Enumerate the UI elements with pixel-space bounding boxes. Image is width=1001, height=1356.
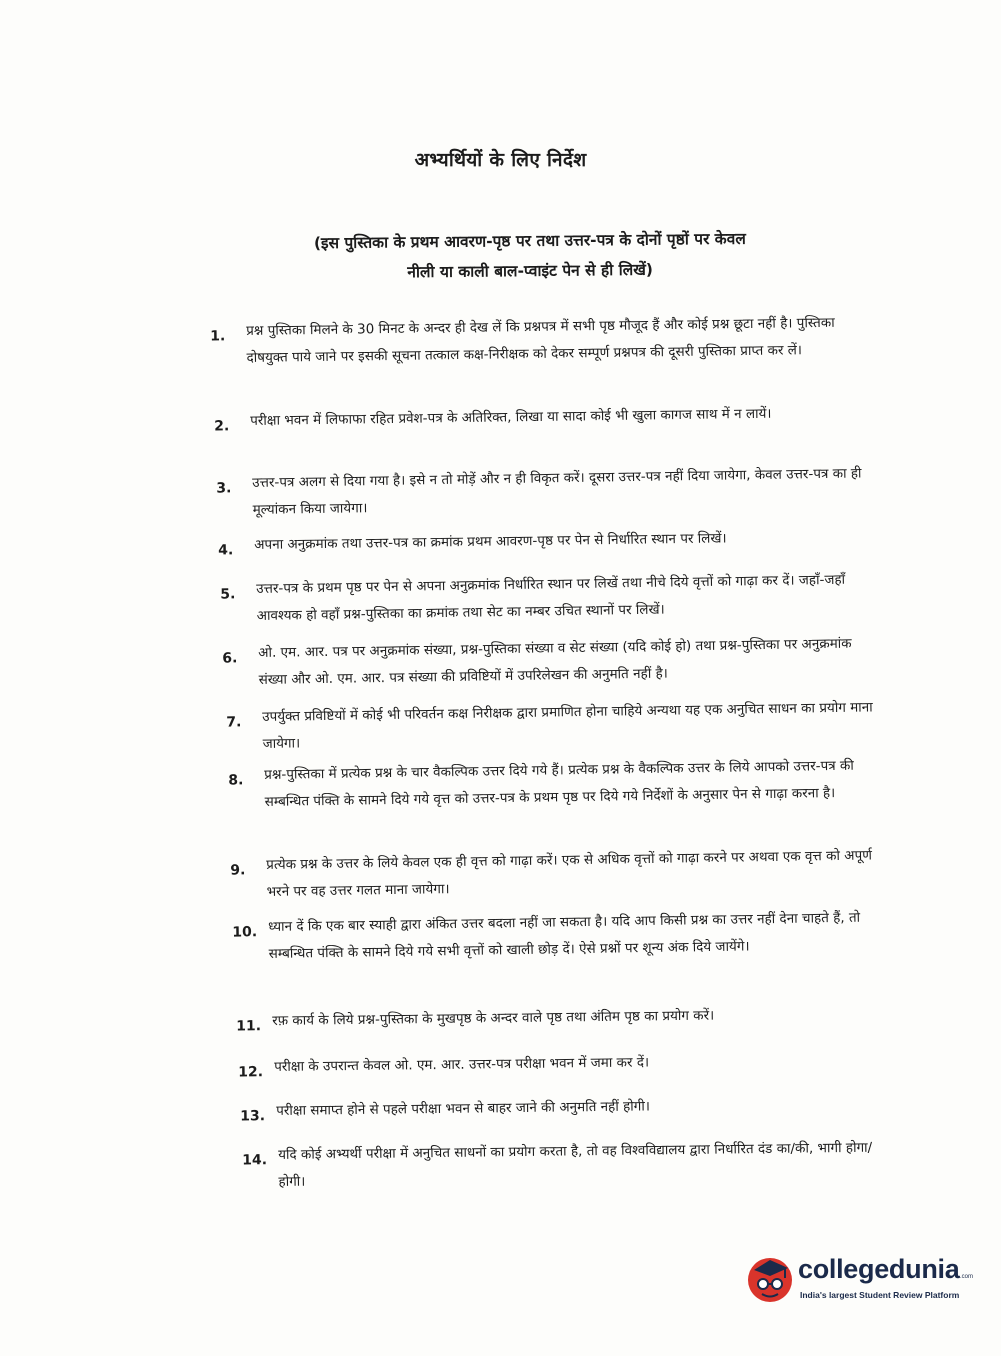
brand-name: collegedunia [798, 1254, 960, 1284]
instruction-item-3 [216, 460, 875, 524]
instruction-text: परीक्षा भवन में लिफाफा रहित प्रवेश-पत्र के अतिरिक्त, लिखा या सादा कोई भी खुला कागज साथ में न लायें। [250, 405, 772, 429]
instruction-item-11 [236, 1001, 884, 1035]
instruction-text: प्रश्न-पुस्तिका में प्रत्येक प्रश्न के चार वैकल्पिक उत्तर दिये गये हैं। प्रत्येक प्रश्न के वैकल्पिक उत्तर के लिये आपको उत्तर-पत्र की सम्बन्धित पंक्ति के सामने दिये गये वृत्त को उत्तर-पत्र के प्रथम पृष्ठ पर दिये गये निर्देशों के अनुसार पेन से गाढ़ा करना है। [264, 757, 854, 810]
instruction-number: 12. [238, 1064, 264, 1081]
instruction-item-9 [230, 842, 883, 906]
subtitle-line-2: नीली या काली बाल-प्वाइंट पेन से ही लिखें) [407, 260, 654, 282]
subtitle-line-1: (इस पुस्तिका के प्रथम आवरण-पृष्ठ पर तथा उत्तर-पत्र के दोनों पृष्ठों पर केवल [313, 229, 746, 253]
instruction-item-4 [218, 523, 874, 559]
instruction-number: 13. [240, 1108, 266, 1125]
instruction-number: 3. [216, 480, 232, 497]
subtitle [250, 223, 811, 289]
instruction-number: 11. [236, 1018, 262, 1035]
instruction-text: परीक्षा समाप्त होने से पहले परीक्षा भवन से बाहर जाने की अनुमति नहीं होगी। [276, 1098, 651, 1119]
instruction-item-12 [238, 1047, 884, 1081]
instruction-item-6 [222, 630, 877, 694]
collegedunia-logo-icon [744, 1252, 796, 1304]
instruction-item-5 [220, 566, 877, 630]
instruction-item-13 [240, 1091, 886, 1125]
instruction-number: 2. [214, 418, 230, 435]
instruction-number: 1. [210, 328, 226, 345]
instruction-item-7 [226, 694, 879, 758]
instruction-text: उपर्युक्त प्रविष्टियों में कोई भी परिवर्तन कक्ष निरीक्षक द्वारा प्रमाणित होना चाहिये अन्यथा यह एक अनुचित साधन का प्रयोग माना जायेगा। [262, 699, 873, 752]
instruction-text: ओ. एम. आर. पत्र पर अनुक्रमांक संख्या, प्रश्न-पुस्तिका संख्या व सेट संख्या (यदि कोई हो) तथा प्रश्न-पुस्तिका पर अनुक्रमांक संख्या और ओ. एम. आर. पत्र संख्या की प्रविष्टियों में उपरिलेखन की अनुमति नहीं है। [258, 635, 852, 688]
brand-tagline: India's largest Student Review Platform [800, 1290, 960, 1300]
instruction-number: 10. [232, 924, 258, 941]
instruction-item-1 [210, 309, 872, 372]
instruction-number: 7. [226, 714, 242, 731]
instruction-number: 5. [220, 586, 236, 603]
instruction-item-2 [214, 399, 872, 435]
collegedunia-watermark [744, 1248, 974, 1308]
instruction-number: 14. [242, 1152, 268, 1169]
brand-suffix: .com [960, 1274, 974, 1280]
instruction-text: ध्यान दें कि एक बार स्याही द्वारा अंकित उत्तर बदला नहीं जा सकता है। यदि आप किसी प्रश्न का उत्तर नहीं देना चाहते हैं, तो सम्बन्धित पंक्ति के सामने दिये गये सभी वृत्तों को खाली छोड़ दें। ऐसे प्रश्नों पर शून्य अंक दिये जायेंगे। [268, 909, 861, 962]
instruction-item-14 [242, 1135, 889, 1196]
instruction-number: 4. [218, 542, 234, 559]
instruction-number: 8. [228, 772, 244, 789]
instruction-text: रफ़ कार्य के लिये प्रश्न-पुस्तिका के मुखपृष्ठ के अन्दर वाले पृष्ठ तथा अंतिम पृष्ठ का प्रयोग करें। [272, 1007, 715, 1029]
instruction-text: परीक्षा के उपरान्त केवल ओ. एम. आर. उत्तर-पत्र परीक्षा भवन में जमा कर दें। [274, 1054, 650, 1075]
instruction-text: प्रत्येक प्रश्न के उत्तर के लिये केवल एक ही वृत्त को गाढ़ा करें। एक से अधिक वृत्तों को गाढ़ा करने पर अथवा एक वृत्त को अपूर्ण भरने पर वह उत्तर गलत माना जायेगा। [266, 847, 873, 900]
instruction-item-10 [232, 904, 883, 968]
instruction-number: 6. [222, 650, 238, 667]
instruction-number: 9. [230, 862, 246, 879]
instruction-text: उत्तर-पत्र के प्रथम पृष्ठ पर पेन से अपना अनुक्रमांक निर्धारित स्थान पर लिखें तथा नीचे दिये वृत्तों को गाढ़ा कर दें। जहाँ-जहाँ आवश्यक हो वहाँ प्रश्न-पुस्तिका का क्रमांक तथा सेट का नम्बर उचित स्थानों पर लिखें। [256, 571, 846, 624]
instruction-item-8 [228, 752, 881, 816]
instruction-text: प्रश्न पुस्तिका मिलने के 30 मिनट के अन्दर ही देख लें कि प्रश्नपत्र में सभी पृष्ठ मौजूद हैं और कोई प्रश्न छूटा नहीं है। पुस्तिका दोषयुक्त पाये जाने पर इसकी सूचना तत्काल कक्ष-निरीक्षक को देकर सम्पूर्ण प्रश्नपत्र की दूसरी पुस्तिका प्राप्त कर लें। [246, 314, 835, 366]
instruction-text: यदि कोई अभ्यर्थी परीक्षा में अनुचित साधनों का प्रयोग करता है, तो वह विश्वविद्यालय द्वारा निर्धारित दंड का/की, भागी होगा/होगी। [278, 1139, 873, 1190]
instruction-text: अपना अनुक्रमांक तथा उत्तर-पत्र का क्रमांक प्रथम आवरण-पृष्ठ पर पेन से निर्धारित स्थान पर लिखें। [254, 530, 727, 553]
instruction-text: उत्तर-पत्र अलग से दिया गया है। इसे न तो मोड़ें और न ही विकृत करें। दूसरा उत्तर-पत्र नहीं दिया जायेगा, केवल उत्तर-पत्र का ही मूल्यांकन किया जायेगा। [252, 465, 862, 518]
page-title: अभ्यर्थियों के लिए निर्देश [414, 149, 587, 171]
